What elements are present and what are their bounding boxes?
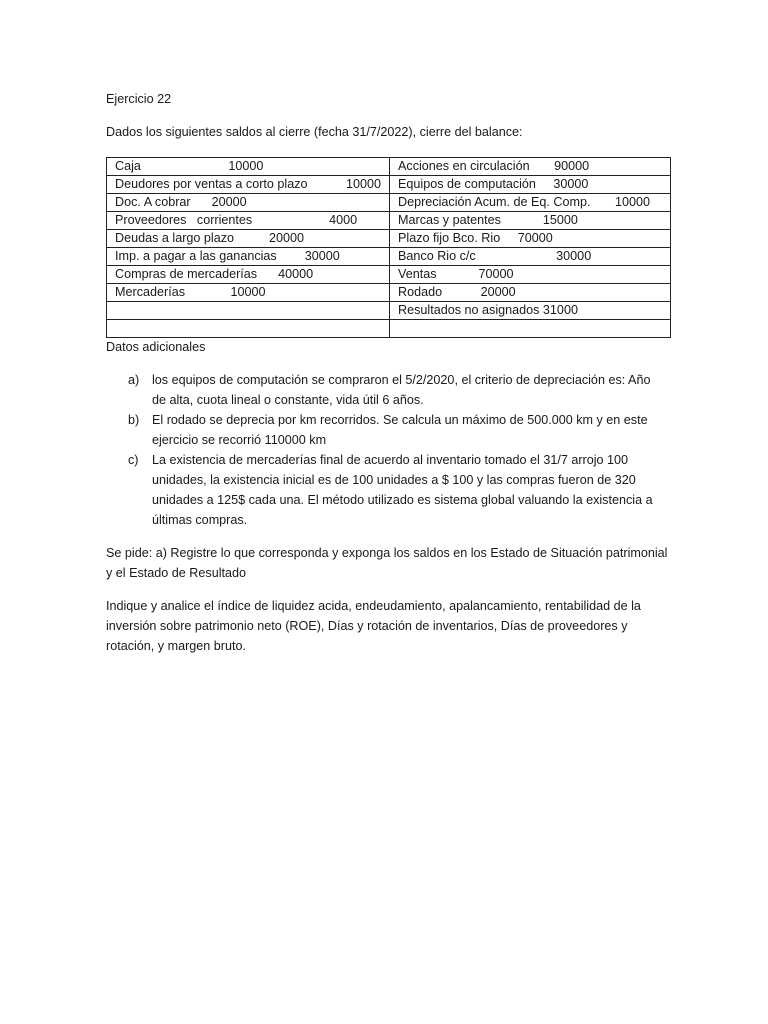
table-cell-left: Compras de mercaderías 40000	[107, 266, 390, 284]
table-cell-left: Mercaderías 10000	[107, 284, 390, 302]
table-cell-left	[107, 302, 390, 320]
table-cell-left: Caja 10000	[107, 158, 390, 176]
additional-data-list	[106, 370, 666, 530]
table-row	[107, 194, 671, 212]
table-row	[107, 158, 671, 176]
table-row	[107, 302, 671, 320]
additional-data-heading: Datos adicionales	[106, 340, 206, 354]
table-row	[107, 176, 671, 194]
table-row	[107, 212, 671, 230]
table-cell-left: Deudas a largo plazo 20000	[107, 230, 390, 248]
table-cell-right: Rodado 20000	[390, 284, 671, 302]
table-cell-right	[390, 320, 671, 338]
exercise-title: Ejercicio 22	[106, 92, 172, 106]
table-row	[107, 230, 671, 248]
list-marker: b)	[128, 413, 140, 427]
analysis-paragraph: Indique y analice el índice de liquidez acida, endeudamiento, apalancamiento, rentabilidad de la inversión sobre patrimonio neto (ROE), Días y rotación de inventarios, Días de proveedores y rotación, y margen bruto.	[106, 599, 641, 653]
table-cell-right: Plazo fijo Bco. Rio 70000	[390, 230, 671, 248]
table-cell-right: Depreciación Acum. de Eq. Comp. 10000	[390, 194, 671, 212]
list-item	[106, 450, 666, 530]
table-cell-right: Equipos de computación 30000	[390, 176, 671, 194]
table-cell-right: Ventas 70000	[390, 266, 671, 284]
list-item-text: los equipos de computación se compraron el 5/2/2020, el criterio de depreciación es: Año de alta, cuota lineal o constante, vida útil 6 años.	[152, 373, 651, 407]
intro-paragraph: Dados los siguientes saldos al cierre (fecha 31/7/2022), cierre del balance:	[106, 125, 523, 139]
table-cell-left: Deudores por ventas a corto plazo 10000	[107, 176, 390, 194]
balance-table	[106, 157, 671, 338]
table-cell-right: Marcas y patentes 15000	[390, 212, 671, 230]
table-row	[107, 248, 671, 266]
table-cell-left: Proveedores corrientes 4000	[107, 212, 390, 230]
table-cell-right: Resultados no asignados 31000	[390, 302, 671, 320]
list-marker: c)	[128, 453, 139, 467]
list-marker: a)	[128, 373, 140, 387]
table-cell-left: Imp. a pagar a las ganancias 30000	[107, 248, 390, 266]
table-cell-right: Banco Rio c/c 30000	[390, 248, 671, 266]
list-item	[106, 410, 666, 450]
table-cell-left: Doc. A cobrar 20000	[107, 194, 390, 212]
table-row	[107, 266, 671, 284]
table-cell-left	[107, 320, 390, 338]
table-row	[107, 284, 671, 302]
list-item-text: La existencia de mercaderías final de acuerdo al inventario tomado el 31/7 arrojo 100 unidades, la existencia inicial es de 100 unidades a $ 100 y las compras fueron de 320 unidades a 125$ cada una. El método utilizado es sistema global valuando la existencia a últimas compras.	[152, 453, 653, 527]
list-item-text: El rodado se deprecia por km recorridos. Se calcula un máximo de 500.000 km y en este ejercicio se recorrió 110000 km	[152, 413, 648, 447]
list-item	[106, 370, 666, 410]
task-paragraph: Se pide: a) Registre lo que corresponda y exponga los saldos en los Estado de Situación patrimonial y el Estado de Resultado	[106, 546, 668, 580]
table-row	[107, 320, 671, 338]
table-cell-right: Acciones en circulación 90000	[390, 158, 671, 176]
